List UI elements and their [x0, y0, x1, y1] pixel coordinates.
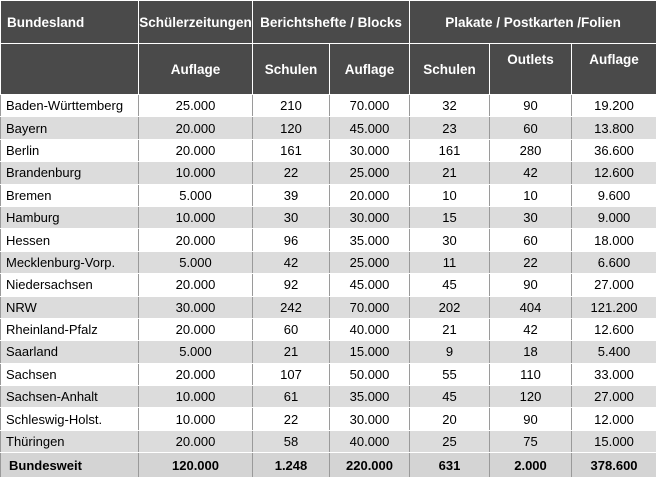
value-cell: 90 — [490, 274, 572, 296]
table-row — [1, 184, 656, 206]
total-cell: 631 — [410, 453, 490, 478]
value-cell: 161 — [253, 139, 330, 161]
state-name-cell: Brandenburg — [1, 162, 139, 184]
value-cell: 50.000 — [330, 363, 410, 385]
value-cell: 27.000 — [572, 386, 656, 408]
total-cell: 220.000 — [330, 453, 410, 478]
value-cell: 20.000 — [330, 184, 410, 206]
subheader-auflage: Auflage — [572, 44, 656, 95]
total-cell: 1.248 — [253, 453, 330, 478]
total-cell: 378.600 — [572, 453, 656, 478]
value-cell: 40.000 — [330, 430, 410, 452]
value-cell: 25 — [410, 430, 490, 452]
state-name-cell: Hamburg — [1, 206, 139, 228]
value-cell: 12.600 — [572, 162, 656, 184]
value-cell: 161 — [410, 139, 490, 161]
value-cell: 58 — [253, 430, 330, 452]
value-cell: 30 — [490, 206, 572, 228]
value-cell: 35.000 — [330, 229, 410, 251]
value-cell: 9 — [410, 341, 490, 363]
value-cell: 39 — [253, 184, 330, 206]
value-cell: 12.000 — [572, 408, 656, 430]
value-cell: 40.000 — [330, 318, 410, 340]
table-row — [1, 408, 656, 430]
table-header — [1, 1, 656, 95]
header-plakate: Plakate / Postkarten /Folien — [410, 1, 656, 44]
header-empty — [1, 44, 139, 95]
header-schuelerzeitungen: Schülerzeitungen — [139, 1, 253, 44]
value-cell: 5.400 — [572, 341, 656, 363]
value-cell: 107 — [253, 363, 330, 385]
value-cell: 42 — [490, 318, 572, 340]
table-footer — [1, 453, 656, 478]
value-cell: 20.000 — [139, 274, 253, 296]
value-cell: 27.000 — [572, 274, 656, 296]
value-cell: 42 — [253, 251, 330, 273]
subheader-outlets: Outlets — [490, 44, 572, 95]
table-row — [1, 117, 656, 139]
value-cell: 280 — [490, 139, 572, 161]
value-cell: 20.000 — [139, 117, 253, 139]
value-cell: 5.000 — [139, 341, 253, 363]
state-name-cell: Bayern — [1, 117, 139, 139]
table-body — [1, 95, 656, 453]
value-cell: 15.000 — [572, 430, 656, 452]
value-cell: 70.000 — [330, 296, 410, 318]
value-cell: 20.000 — [139, 318, 253, 340]
value-cell: 45.000 — [330, 117, 410, 139]
value-cell: 90 — [490, 408, 572, 430]
total-cell: 2.000 — [490, 453, 572, 478]
value-cell: 55 — [410, 363, 490, 385]
value-cell: 32 — [410, 95, 490, 117]
table-row — [1, 318, 656, 340]
subheader-schulen: Schulen — [253, 44, 330, 95]
value-cell: 61 — [253, 386, 330, 408]
value-cell: 90 — [490, 95, 572, 117]
table-row — [1, 430, 656, 452]
value-cell: 21 — [410, 318, 490, 340]
value-cell: 10.000 — [139, 162, 253, 184]
value-cell: 45.000 — [330, 274, 410, 296]
value-cell: 30.000 — [330, 408, 410, 430]
state-name-cell: Sachsen — [1, 363, 139, 385]
value-cell: 30.000 — [139, 296, 253, 318]
value-cell: 404 — [490, 296, 572, 318]
value-cell: 23 — [410, 117, 490, 139]
value-cell: 70.000 — [330, 95, 410, 117]
state-name-cell: Hessen — [1, 229, 139, 251]
header-bundesland: Bundesland — [1, 1, 139, 44]
value-cell: 75 — [490, 430, 572, 452]
value-cell: 10.000 — [139, 206, 253, 228]
table-row — [1, 229, 656, 251]
value-cell: 6.600 — [572, 251, 656, 273]
value-cell: 45 — [410, 386, 490, 408]
value-cell: 20 — [410, 408, 490, 430]
value-cell: 20.000 — [139, 363, 253, 385]
header-berichtshefte: Berichtshefte / Blocks — [253, 1, 410, 44]
value-cell: 30.000 — [330, 206, 410, 228]
value-cell: 9.600 — [572, 184, 656, 206]
value-cell: 9.000 — [572, 206, 656, 228]
table-row — [1, 274, 656, 296]
value-cell: 25.000 — [139, 95, 253, 117]
value-cell: 35.000 — [330, 386, 410, 408]
value-cell: 210 — [253, 95, 330, 117]
subheader-schulen: Schulen — [410, 44, 490, 95]
value-cell: 5.000 — [139, 184, 253, 206]
state-name-cell: Baden-Württemberg — [1, 95, 139, 117]
table-row — [1, 363, 656, 385]
table-row — [1, 162, 656, 184]
state-name-cell: Saarland — [1, 341, 139, 363]
table-row — [1, 251, 656, 273]
value-cell: 60 — [490, 229, 572, 251]
state-name-cell: Schleswig-Holst. — [1, 408, 139, 430]
value-cell: 10.000 — [139, 408, 253, 430]
value-cell: 10 — [490, 184, 572, 206]
value-cell: 25.000 — [330, 162, 410, 184]
state-name-cell: NRW — [1, 296, 139, 318]
value-cell: 21 — [253, 341, 330, 363]
table-row — [1, 95, 656, 117]
value-cell: 121.200 — [572, 296, 656, 318]
value-cell: 36.600 — [572, 139, 656, 161]
table-row — [1, 386, 656, 408]
value-cell: 120 — [253, 117, 330, 139]
value-cell: 10 — [410, 184, 490, 206]
value-cell: 45 — [410, 274, 490, 296]
value-cell: 22 — [253, 408, 330, 430]
value-cell: 12.600 — [572, 318, 656, 340]
value-cell: 242 — [253, 296, 330, 318]
state-name-cell: Bremen — [1, 184, 139, 206]
value-cell: 25.000 — [330, 251, 410, 273]
value-cell: 20.000 — [139, 139, 253, 161]
value-cell: 15.000 — [330, 341, 410, 363]
value-cell: 33.000 — [572, 363, 656, 385]
value-cell: 92 — [253, 274, 330, 296]
state-name-cell: Berlin — [1, 139, 139, 161]
value-cell: 15 — [410, 206, 490, 228]
value-cell: 11 — [410, 251, 490, 273]
subheader-auflage: Auflage — [330, 44, 410, 95]
value-cell: 22 — [490, 251, 572, 273]
value-cell: 10.000 — [139, 386, 253, 408]
table-row — [1, 296, 656, 318]
value-cell: 19.200 — [572, 95, 656, 117]
table-row — [1, 341, 656, 363]
state-name-cell: Niedersachsen — [1, 274, 139, 296]
state-name-cell: Mecklenburg-Vorp. — [1, 251, 139, 273]
total-row — [1, 453, 656, 478]
subheader-auflage: Auflage — [139, 44, 253, 95]
value-cell: 20.000 — [139, 430, 253, 452]
total-cell: 120.000 — [139, 453, 253, 478]
value-cell: 20.000 — [139, 229, 253, 251]
value-cell: 22 — [253, 162, 330, 184]
value-cell: 60 — [490, 117, 572, 139]
value-cell: 30 — [253, 206, 330, 228]
value-cell: 30.000 — [330, 139, 410, 161]
value-cell: 21 — [410, 162, 490, 184]
total-label: Bundesweit — [1, 453, 139, 478]
value-cell: 96 — [253, 229, 330, 251]
value-cell: 18 — [490, 341, 572, 363]
value-cell: 60 — [253, 318, 330, 340]
value-cell: 5.000 — [139, 251, 253, 273]
value-cell: 13.800 — [572, 117, 656, 139]
value-cell: 202 — [410, 296, 490, 318]
value-cell: 120 — [490, 386, 572, 408]
state-name-cell: Rheinland-Pfalz — [1, 318, 139, 340]
value-cell: 18.000 — [572, 229, 656, 251]
value-cell: 110 — [490, 363, 572, 385]
state-name-cell: Sachsen-Anhalt — [1, 386, 139, 408]
value-cell: 42 — [490, 162, 572, 184]
table-row — [1, 206, 656, 228]
table-row — [1, 139, 656, 161]
value-cell: 30 — [410, 229, 490, 251]
state-name-cell: Thüringen — [1, 430, 139, 452]
